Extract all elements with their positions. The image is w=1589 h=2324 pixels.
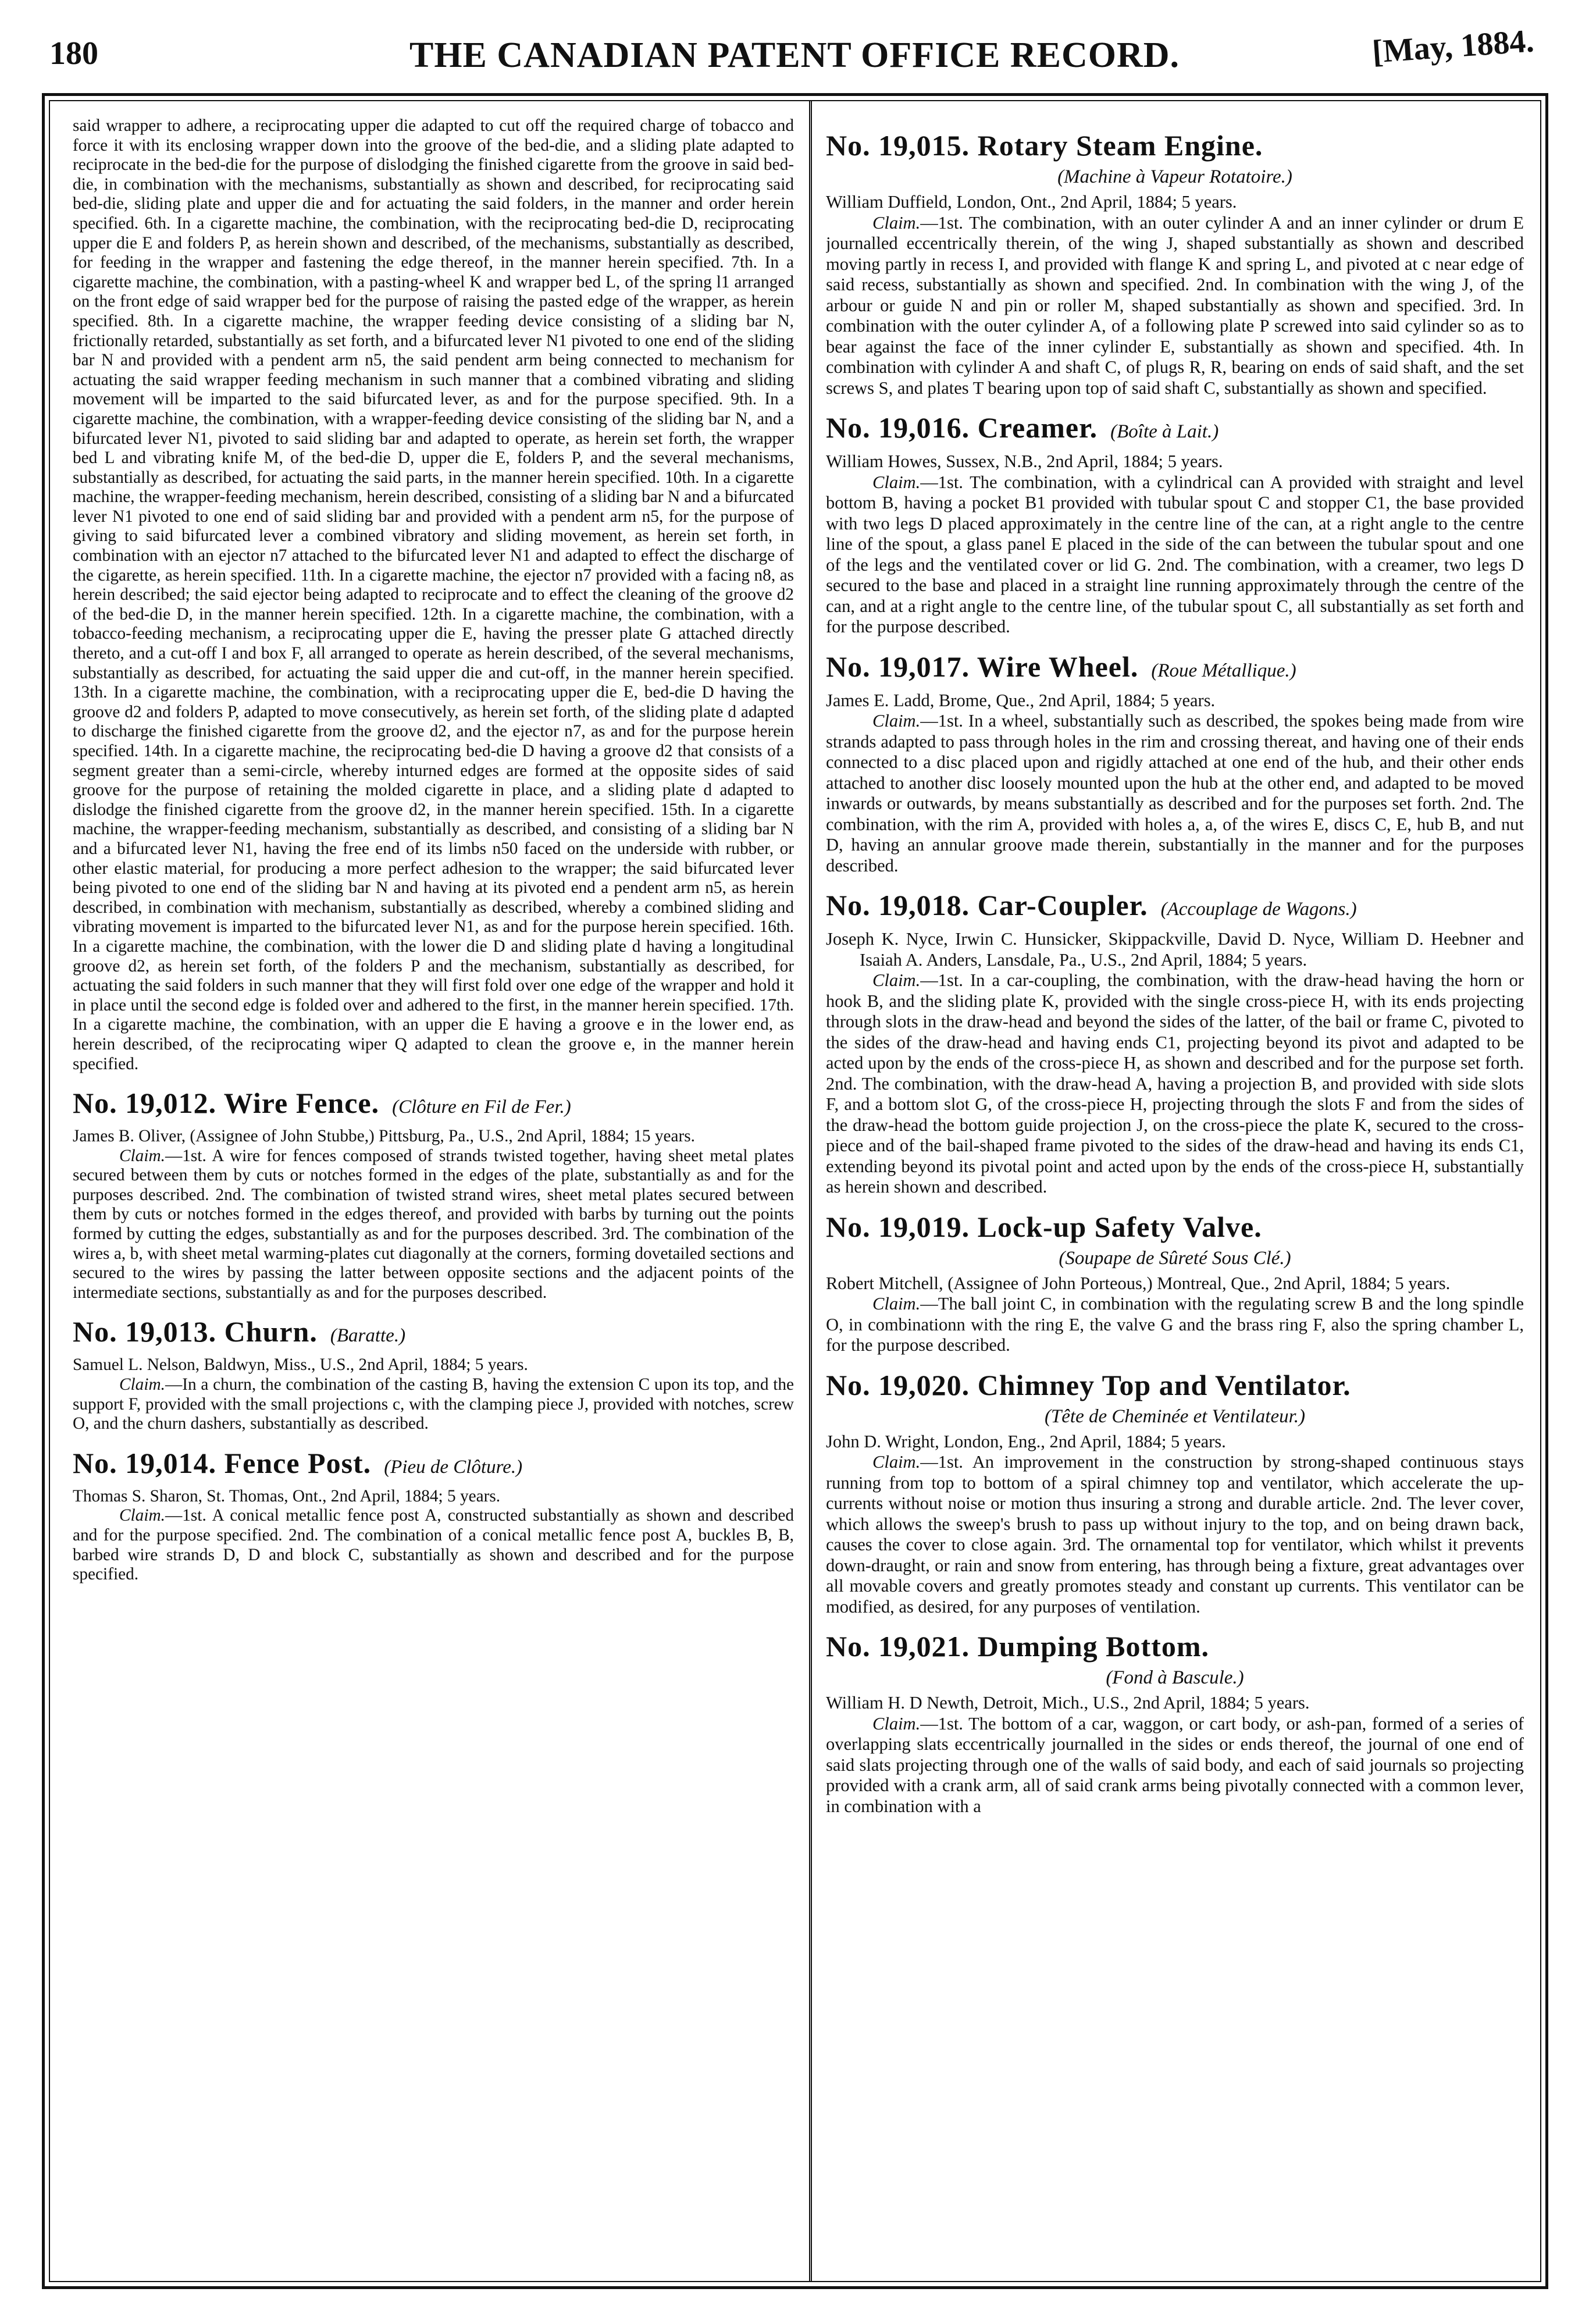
issue-date: [May, 1884. (1370, 23, 1535, 70)
patent-title: Lock-up Safety Valve. (977, 1210, 1262, 1243)
claim-label: Claim. (872, 1294, 921, 1314)
left-patent-list (73, 1086, 794, 1585)
claim-label: Claim. (872, 970, 921, 990)
patent-applicant: James B. Oliver, (Assignee of John Stubbe,) Pittsburg, Pa., U.S., 2nd April, 1884; 15 years. (73, 1127, 696, 1146)
claim-text: —In a churn, the combination of the casting B, having the extension C upon its top, and the support F, provided with the small projections c, with the clamping piece J, provided with notches, screw O, and the churn dashers, substantially as described. (73, 1375, 794, 1433)
patent-french-title: (Tête de Cheminée et Ventilateur.) (1044, 1405, 1306, 1427)
claim-label: Claim. (119, 1506, 165, 1525)
patent-heading (73, 1086, 794, 1124)
claim-text: —1st. In a car-coupling, the combination, with the draw-head having the horn or hook B, and the sliding plate K, provided with the single cross-piece H, with its ends projecting through slots in the draw-head and beyond the sides of the latter, of the bail or frame C, pivoted to the sides of the draw-head and having ends C1, projecting beyond its pivot and adapted to be acted upon by the ends of the cross-piece H, as shown and described and for the purpose set forth. 2nd. The combination, with the draw-head A, having a projection B, and provided with side slots F, and a bottom slot G, of the cross-piece H, projecting through the slots F and from the sides of the draw-head the bottom guide projection J, on the cross-piece the plate K, secured to the cross-piece and of the bail-shaped frame pivoted to the sides of the draw-head and having its ends C1, extending beyond its pivotal point and acted upon by the ends of the cross-piece H, substantially as herein shown and described. (826, 970, 1524, 1197)
patent-title: Churn. (224, 1315, 318, 1348)
patent-entry (826, 888, 1524, 1198)
patent-entry (73, 1446, 794, 1585)
page-header (0, 23, 1589, 81)
patent-title: Chimney Top and Ventilator. (977, 1368, 1351, 1401)
patent-number: No. 19,017. (826, 650, 970, 683)
patent-french-title: (Baratte.) (330, 1325, 406, 1347)
claim-text: —1st. A conical metallic fence post A, constructed substantially as shown and described and for the purpose specified. 2nd. The combination of a conical metallic fence post A, buckles B, B, barbed wire strands D, D and block C, substantially as shown and described and for the purpose specified. (73, 1506, 794, 1584)
patent-applicant: William Howes, Sussex, N.B., 2nd April, 1884; 5 years. (826, 451, 1223, 471)
left-column (73, 116, 794, 2269)
patent-heading (826, 410, 1524, 449)
patent-entry (826, 1629, 1524, 1817)
right-column (826, 116, 1524, 2269)
patent-entry (73, 1314, 794, 1433)
claim-label: Claim. (119, 1146, 165, 1165)
patent-title: Dumping Bottom. (977, 1630, 1209, 1663)
patent-heading (826, 1368, 1524, 1403)
publication-title: THE CANADIAN PATENT OFFICE RECORD. (409, 35, 1180, 75)
patent-claim (826, 1714, 1524, 1817)
claim-text: —1st. A wire for fences composed of strands twisted together, having sheet metal plates secured between them by cuts or notches formed in the edges of the plate, substantially as and for the purposes described. 2nd. The combination of twisted strand wires, sheet metal plates secured between them by cuts or notches formed in the edges thereof, and provided with barbs by turning out the points formed by cutting the edges, substantially as and for the purposes described. 3rd. The combination of the wires a, b, with sheet metal warming-plates cut diagonally at the corners, forming dovetailed sections and secured to the wires by passing the latter between opposite sections and the adjacent points of the intermediate sections, substantially as and for the purposes described. (73, 1146, 794, 1302)
patent-entry (826, 649, 1524, 877)
patent-french-title: (Fond à Bascule.) (1106, 1667, 1244, 1688)
patent-french-title: (Roue Métallique.) (1151, 660, 1296, 681)
claim-text: —1st. An improvement in the construction by strong-shaped continuous stays running from top to bottom of a spiral chimney top and ventilator, which accelerate the up-currents without noise or motion thus insuring a strong and durable article. 2nd. The lever cover, which allows the sweep's brush to pass up without injury to the top, and on being drawn back, causes the cover to close again. 3rd. The ornamental top for ventilator, which whilst it prevents down-draught, or rain and snow from entering, has through being a fixture, great advantages over all movable covers and greatly promotes steady and constant up currents. This ventilator can be modified, as desired, for any purposes of ventilation. (826, 1452, 1524, 1617)
claim-text: —The ball joint C, in combination with the regulating screw B and the long spindle O, in combinationn with the ring E, the valve G and the brass ring F, also the spring chamber L, for the purpose described. (826, 1294, 1524, 1355)
patent-french-title: (Soupape de Sûreté Sous Clé.) (1059, 1247, 1291, 1269)
claim-label: Claim. (119, 1375, 165, 1394)
patent-applicant: Thomas S. Sharon, St. Thomas, Ont., 2nd April, 1884; 5 years. (73, 1486, 501, 1506)
claim-label: Claim. (872, 1452, 921, 1472)
right-patent-list (826, 128, 1524, 1817)
patent-french-title: (Accouplage de Wagons.) (1160, 899, 1357, 920)
patent-applicant: Robert Mitchell, (Assignee of John Porteous,) Montreal, Que., 2nd April, 1884; 5 years. (826, 1273, 1451, 1293)
patent-number: No. 19,019. (826, 1210, 970, 1243)
page-number: 180 (49, 35, 98, 72)
patent-applicant: John D. Wright, London, Eng., 2nd April, 1884; 5 years. (826, 1431, 1226, 1451)
patent-applicant: Samuel L. Nelson, Baldwyn, Miss., U.S., 2nd April, 1884; 5 years. (73, 1355, 528, 1375)
patent-claim (73, 1375, 794, 1434)
claim-text: —1st. The combination, with a cylindrical can A provided with straight and level bottom B, having a pocket B1 provided with tubular spout C and stopper C1, the base provided with two legs D placed approximately in the centre line of the can, at a right angle to the centre line of the spout, a glass panel E placed in the side of the can between the tubular spout and one of the legs and the ventilated cover or lid G. 2nd. The combination, with a creamer, two legs D secured to the base and placed in a straight line running approximately through the centre of the can, and at a right angle to the centre line, of the tubular spout C, all substantially as set forth and for the purpose described. (826, 472, 1524, 636)
patent-claim (826, 472, 1524, 638)
patent-entry (826, 128, 1524, 398)
patent-number: No. 19,016. (826, 411, 970, 444)
patent-number: No. 19,020. (826, 1368, 970, 1401)
patent-applicant: William Duffield, London, Ont., 2nd April, 1884; 5 years. (826, 192, 1237, 212)
claim-label: Claim. (872, 472, 921, 492)
patent-entry (826, 1209, 1524, 1356)
claim-text: —1st. The bottom of a car, waggon, or cart body, or ash-pan, formed of a series of overlapping slats eccentrically journalled in the sides or ends thereof, the journal of one end of said slats projecting through one of the walls of said body, and each of said journals so projecting provided with a crank arm, all of said crank arms being pivotally connected with a common lever, in combination with a (826, 1713, 1524, 1816)
patent-heading (73, 1314, 794, 1353)
patent-french-title: (Pieu de Clôture.) (384, 1456, 523, 1478)
patent-entry (73, 1086, 794, 1302)
patent-heading (73, 1446, 794, 1485)
claim-label: Claim. (872, 711, 921, 731)
patent-french-title: (Boîte à Lait.) (1110, 421, 1219, 442)
patent-heading (826, 128, 1524, 163)
patent-number: No. 19,014. (73, 1446, 217, 1479)
patent-title: Rotary Steam Engine. (977, 129, 1263, 162)
patent-heading (826, 1209, 1524, 1244)
column-divider (809, 100, 812, 2282)
patent-claim (826, 1452, 1524, 1617)
patent-number: No. 19,021. (826, 1630, 970, 1663)
patent-applicant: Joseph K. Nyce, Irwin C. Hunsicker, Skippackville, David D. Nyce, William D. Heebner and Isaiah A. Anders, Lansdale, Pa., U.S., 2nd April, 1884; 5 years. (826, 929, 1524, 970)
patent-claim (826, 1294, 1524, 1356)
patent-claim (826, 711, 1524, 876)
claim-text: —1st. In a wheel, substantially such as described, the spokes being made from wire strands adapted to pass through holes in the rim and crossing thereat, and having one of their ends connected to a disc placed upon and rigidly attached at one end of the hub, and their other ends attached to another disc loosely mounted upon the hub at the other end, and adapted to be moved inwards or outwards, by means substantially as described and for the purposes set forth. 2nd. The combination, with the rim A, provided with holes a, a, of the wires E, discs C, E, hub B, and nut D, having an annular groove made therein, substantially in the manner and for the purposes described. (826, 711, 1524, 875)
patent-title: Creamer. (977, 411, 1098, 444)
patent-title: Car-Coupler. (977, 889, 1148, 921)
patent-number: No. 19,018. (826, 889, 970, 921)
patent-number: No. 19,012. (73, 1087, 217, 1120)
patent-heading (826, 888, 1524, 927)
claim-label: Claim. (872, 212, 921, 233)
claim-label: Claim. (872, 1713, 921, 1734)
patent-title: Wire Fence. (223, 1087, 380, 1120)
patent-french-title: (Clôture en Fil de Fer.) (392, 1097, 571, 1118)
patent-entry (826, 1368, 1524, 1618)
patent-heading (826, 1629, 1524, 1664)
patent-entry (826, 410, 1524, 638)
patent-applicant: James E. Ladd, Brome, Que., 2nd April, 1884; 5 years. (826, 690, 1216, 710)
continued-claim-text: said wrapper to adhere, a reciprocating upper die adapted to cut off the required charge of tobacco and force it with its enclosing wrapper down into the groove of the bed-die, and a sliding plate adapted to reciprocate in the bed-die for the purpose of dislodging the finished cigarette from the groove in said bed-die, in combination with the mechanisms, substantially as shown and described, for reciprocating said bed-die, sliding plate and upper die and for actuating the said folders, in the manner and order herein specified. 6th. In a cigarette machine, the combination, with the reciprocating bed-die D, reciprocating upper die E and folders P, as herein shown and described, of the mechanisms, substantially as described, for feeding in the wrapper and fastening the edge thereof, in the manner herein specified. 7th. In a cigarette machine, the combination, with a pasting-wheel K and wrapper bed L, of the spring l1 arranged on the front edge of said wrapper bed for the purpose of raising the pasted edge of the wrapper, as herein specified. 8th. In a cigarette machine, the wrapper feeding device consisting of a sliding bar N, frictionally retarded, substantially as set forth, and a bifurcated lever N1 pivoted to one end of the sliding bar N and provided with a pendent arm n5, the said pendent arm being connected to mechanism for actuating the said wrapper feeding mechanism in such manner that a combined vibrating and sliding movement will be imparted to the said bifurcated lever, as and for the purpose specified. 9th. In a cigarette machine, the combination, with a wrapper-feeding device consisting of the sliding bar N, and a bifurcated lever N1, pivoted to said sliding bar and adapted to operate, as herein set forth, the wrapper bed L and vibrating knife M, of the bed-die D, upper die E, folders P, and the several mechanisms, substantially as described, for actuating the said parts, in the manner herein specified. 10th. In a cigarette machine, the wrapper-feeding mechanism, herein described, consisting of a sliding bar N and a bifurcated lever N1 pivoted to one end of said sliding bar and provided with a pendent arm n5, for the purpose of giving to said bifurcated lever a combined vibratory and sliding movement, as herein set forth, in combination with an ejector n7 attached to the bifurcated lever N1 and adapted to effect the discharge of the cigarette, as herein specified. 11th. In a cigarette machine, the ejector n7 provided with a facing n8, as herein described; the said ejector being adapted to reciprocate and to effect the cleaning of the groove d2 of the bed-die D, in the manner herein specified. 12th. In a cigarette machine, the combination, with a tobacco-feeding mechanism, a reciprocating upper die E, having the presser plate G attached directly thereto, and a cut-off I and box F, all arranged to operate as herein described, of the several mechanisms, substantially as described, for actuating the said upper die and cut-off, in the manner herein specified. 13th. In a cigarette machine, the combination, with a reciprocating upper die E, bed-die D having the groove d2 and folders P, adapted to move consecutively, as herein set forth, of the sliding plate d adapted to discharge the finished cigarette from the groove d2, and the ejector n7, as and for the purpose herein specified. 14th. In a cigarette machine, the reciprocating bed-die D having a groove d2 that consists of a segment greater than a semi-circle, whereby inturned edges are formed at the opposite sides of said groove for the purpose of retaining the molded cigarette in place, and a sliding plate d adapted to dislodge the finished cigarette from the groove d2, in the manner herein specified. 15th. In a cigarette machine, the wrapper-feeding mechanism, substantially as described, and consisting of a sliding bar N and a bifurcated lever N1, having the free end of its limbs n50 faced on the underside with rubber, or other elastic material, for producing a more perfect adhesion to the wrapper; the said bifurcated lever being pivoted to one end of the sliding bar N and having at its pivoted end a pendent arm n5, as herein described, in combination with mechanism, substantially as described, whereby a combined sliding and vibrating movement is imparted to the bifurcated lever N1, as and for the purpose herein specified. 16th. In a cigarette machine, the combination, with the lower die D and sliding plate d having a longitudinal groove d2, as herein set forth, of the folders P and the mechanism, substantially as described, for actuating the said folders in such manner that they will first fold over one edge of the wrapper and hold it in place until the second edge is folded over and adhered to the first, in the manner herein specified. 17th. In a cigarette machine, the combination, with an upper die E having a groove e in the lower end, as herein described, of the reciprocating wiper Q adapted to clean the groove e, in the manner herein specified. (73, 116, 794, 1073)
patent-title: Fence Post. (224, 1446, 372, 1479)
patent-french-title: (Machine à Vapeur Rotatoire.) (1057, 166, 1292, 187)
patent-number: No. 19,015. (826, 129, 970, 162)
claim-text: —1st. The combination, with an outer cylinder A and an inner cylinder or drum E journalled eccentrically therein, of the wing J, shaped substantially as shown and described moving partly in recess I, and provided with flange K and spring L, and pivoted at c near edge of said recess, substantially as shown and specified. 2nd. In combination with the wing J, of the arbour or guide N and pin or roller M, shaped substantially as shown and specified. 3rd. In combination with the outer cylinder A, of a following plate P screwed into said cylinder so as to bear against the face of the inner cylinder E, substantially as shown and specified. 4th. In combination with cylinder A and shaft C, of plugs R, R, bearing on ends of said shaft, and the set screws S, and plates T bearing upon top of said shaft C, substantially as shown and specified. (826, 212, 1524, 398)
patent-number: No. 19,013. (73, 1315, 217, 1348)
patent-title: Wire Wheel. (977, 650, 1139, 683)
patent-applicant: William H. D Newth, Detroit, Mich., U.S., 2nd April, 1884; 5 years. (826, 1693, 1310, 1713)
patent-claim (73, 1147, 794, 1303)
patent-claim (73, 1506, 794, 1584)
patent-claim (826, 970, 1524, 1198)
patent-claim (826, 213, 1524, 399)
patent-heading (826, 649, 1524, 688)
